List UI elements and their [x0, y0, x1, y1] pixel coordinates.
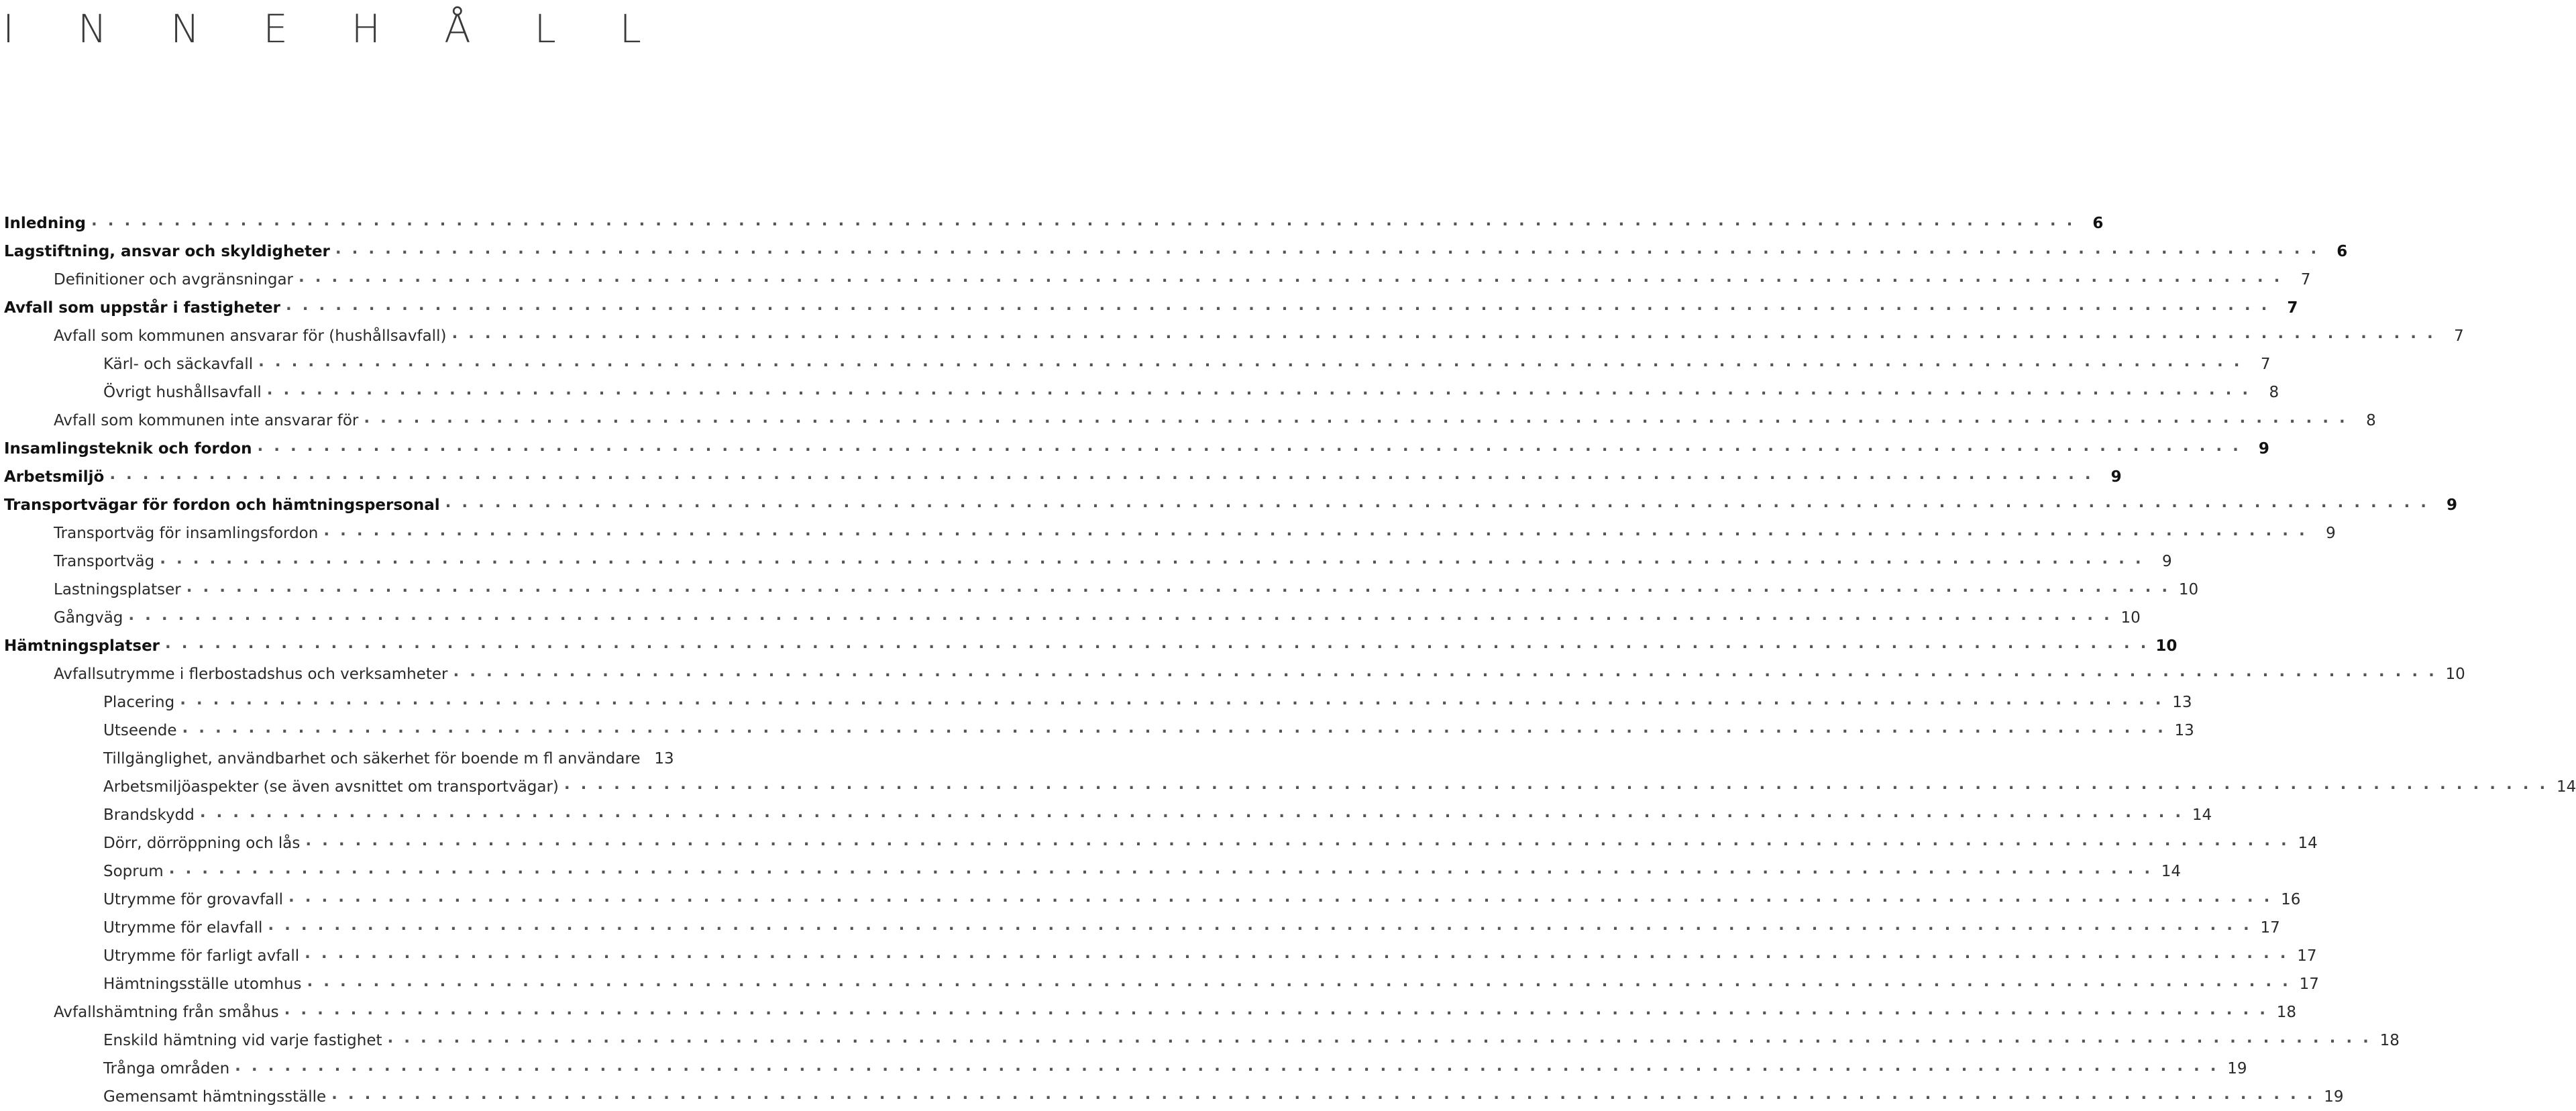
dot-leader: . . . . . . . . . . . . . . . . . . . . . . . . . . . . . . . . . . . . . . . . . . . . . . . . . . . . . . . . . . . . . . . . . . . . . . . . . . . . . . . . . . . . . . . . . . . . . . . . . . . . . . . . . . . . . . . . . . . . . . . . [168, 860, 2153, 878]
toc-entry-label: Lastningsplatser [54, 581, 181, 598]
toc-entry-page-number: 9 [2110, 468, 2122, 486]
toc-entry[interactable] [4, 266, 2311, 294]
toc-entry-label: Hämtningsställe utomhus [103, 975, 302, 993]
toc-entry-page-number: 17 [2297, 947, 2317, 965]
toc-entry-label: Lagstiftning, ansvar och skyldigheter [4, 243, 330, 260]
dot-leader: . . . . . . . . . . . . . . . . . . . . . . . . . . . . . . . . . . . . . . . . . . . . . . . . . . . . . . . . . . . . . . . . . . . . . . . . . . . . . . . . . . . . . . . . . . . . . . . . . . . . . . . . . . . . . . . . . . . . . . . . [335, 240, 2320, 258]
toc-entry-page-number: 16 [2281, 891, 2301, 908]
toc-entry[interactable] [4, 322, 2464, 350]
toc-entry-label: Placering [103, 694, 175, 711]
toc-entry-label: Avfallshämtning från småhus [54, 1004, 279, 1021]
dot-leader: . . . . . . . . . . . . . . . . . . . . . . . . . . . . . . . . . . . . . . . . . . . . . . . . . . . . . . . . . . . . . . . . . . . . . . . . . . . . . . . . . . . . . . . . . . . . . . . . . . . . . . . . . . . . . . . . . . . . . . . . [288, 888, 2273, 906]
dot-leader: . . . . . . . . . . . . . . . . . . . . . . . . . . . . . . . . . . . . . . . . . . . . . . . . . . . . . . . . . . . . . . . . . . . . . . . . . . . . . . . . . . . . . . . . . . . . . . . . . . . . . . . . . . . . . . . . . . . . . . . . [180, 691, 2164, 708]
dot-leader: . . . . . . . . . . . . . . . . . . . . . . . . . . . . . . . . . . . . . . . . . . . . . . . . . . . . . . . . . . . . . . . . . . . . . . . . . . . . . . . . . . . . . . . . . . . . . . . . . . . . . . . . . . . . . . . . . . . . . . . . [305, 832, 2290, 849]
toc-entry-label: Arbetsmiljöaspekter (se även avsnittet om transportvägar) [103, 778, 559, 796]
dot-leader: . . . . . . . . . . . . . . . . . . . . . . . . . . . . . . . . . . . . . . . . . . . . . . . . . . . . . . . . . . . . . . . . . . . . . . . . . . . . . . . . . . . . . . . . . . . . . . . . . . . . . . . . . . . . . . . . . . . . . . . . [451, 325, 2436, 342]
title-letter: Å [444, 6, 471, 52]
toc-entry-page-number: 10 [2445, 666, 2465, 683]
dot-leader: . . . . . . . . . . . . . . . . . . . . . . . . . . . . . . . . . . . . . . . . . . . . . . . . . . . . . . . . . . . . . . . . . . . . . . . . . . . . . . . . . . . . . . . . . . . . . . . . . . . . . . . . . . . . . . . . . . . . . . . . [199, 804, 2184, 821]
toc-entry-page-number: 7 [2454, 327, 2464, 345]
toc-entry[interactable] [4, 970, 2319, 998]
toc-entry-page-number: 10 [2178, 581, 2199, 598]
toc-entry[interactable] [4, 914, 2280, 942]
toc-entry-page-number: 10 [2121, 609, 2141, 627]
dot-leader: . . . . . . . . . . . . . . . . . . . . . . . . . . . . . . . . . . . . . . . . . . . . . . . . . . . . . . . . . . . . . . . . . . . . . . . . . . . . . . . . . . . . . . . . . . . . . . . . . . . . . . . . . . . . . . . . . . . . . . . . [307, 973, 2291, 990]
toc-entry[interactable] [4, 604, 2141, 632]
toc-entry-label: Transportväg [54, 553, 155, 570]
title-letter: N [170, 6, 200, 52]
toc-entry[interactable] [4, 294, 2298, 322]
dot-leader: . . . . . . . . . . . . . . . . . . . . . . . . . . . . . . . . . . . . . . . . . . . . . . . . . . . . . . . . . . . . . . . . . . . . . . . . . . . . . . . . . . . . . . . . . . . . . . . . . . . . . . . . . . . . . . . . . . . . . . . . [285, 297, 2270, 314]
toc-entry[interactable] [4, 407, 2376, 435]
toc-entry-page-number: 17 [2299, 975, 2319, 993]
toc-entry-label: Hämtningsplatser [4, 637, 160, 655]
toc-entry-label: Transportväg för insamlingsfordon [54, 525, 319, 542]
toc-entry-page-number: 14 [2161, 863, 2182, 880]
toc-entry-page-number: 7 [2260, 356, 2271, 373]
toc-entry-label: Brandskydd [103, 806, 195, 824]
title-letter: I [3, 6, 15, 52]
toc-entry-label: Utseende [103, 722, 177, 739]
toc-entry-page-number: 14 [2298, 835, 2318, 852]
toc-entry[interactable] [4, 717, 2194, 745]
dot-leader: . . . . . . . . . . . . . . . . . . . . . . . . . . . . . . . . . . . . . . . . . . . . . . . . . . . . . . . . . . . . . . . . . . . . . . . . . . . . . . . . . . . . . . . . . . . . . . . . . . . . . . . . . . . . . . . . . . . . . . . . [91, 212, 2076, 229]
toc-entry-label: Utrymme för farligt avfall [103, 947, 300, 965]
toc-entry-label: Inledning [4, 215, 86, 232]
toc-entry[interactable] [4, 745, 674, 773]
toc-entry-page-number: 10 [2155, 637, 2178, 655]
toc-entry[interactable] [4, 660, 2465, 688]
toc-entry[interactable] [4, 942, 2317, 970]
toc-entry-label: Avfall som kommunen ansvarar för (hushållsavfall) [54, 327, 447, 345]
toc-entry[interactable] [4, 576, 2199, 604]
title-letter: E [263, 6, 288, 52]
toc-entry[interactable] [4, 632, 2178, 660]
toc-entry-label: Transportvägar för fordon och hämtningspersonal [4, 496, 440, 514]
dot-leader: . . . . . . . . . . . . . . . . . . . . . . . . . . . . . . . . . . . . . . . . . . . . . . . . . . . . . . . . . . . . . . . . . . . . . . . . . . . . . . . . . . . . . . . . . . . . . . . . . . . . . . . . . . . . . . . . . . . . . . . . [258, 353, 2243, 370]
toc-entry-label: Enskild hämtning vid varje fastighet [103, 1032, 382, 1049]
toc-entry[interactable] [4, 350, 2271, 378]
toc-entry[interactable] [4, 435, 2269, 463]
title-letter: L [619, 6, 641, 52]
toc-entry-label: Avfallsutrymme i flerbostadshus och verksamheter [54, 666, 448, 683]
toc-entry[interactable] [4, 491, 2457, 519]
dot-leader: . . . . . . . . . . . . . . . . . . . . . . . . . . . . . . . . . . . . . . . . . . . . . . . . . . . . . . . . . . . . . . . . . . . . . . . . . . . . . . . . . . . . . . . . . . . . . . . . . . . . . . . . . . . . . . . . . . . . . . . . [128, 606, 2112, 624]
toc-entry-page-number: 13 [654, 750, 674, 768]
toc-entry-page-number: 13 [2172, 694, 2192, 711]
toc-entry-label: Insamlingsteknik och fordon [4, 440, 252, 458]
toc-entry[interactable] [4, 886, 2301, 914]
toc-entry-label: Tillgänglighet, användbarhet och säkerhet för boende m fl användare [103, 750, 641, 768]
toc-entry-page-number: 8 [2366, 412, 2376, 429]
toc-entry-label: Avfall som kommunen inte ansvarar för [54, 412, 359, 429]
dot-leader: . . . . . . . . . . . . . . . . . . . . . . . . . . . . . . . . . . . . . . . . . . . . . . . . . . . . . . . . . . . . . . . . . . . . . . . . . . . . . . . . . . . . . . . . . . . . . . . . . . . . . . . . . . . . . . . . . . . . . . . . [323, 522, 2308, 539]
toc-entry[interactable] [4, 378, 2279, 407]
toc-entry[interactable] [4, 547, 2172, 576]
toc-entry[interactable] [4, 463, 2122, 491]
toc-entry-page-number: 18 [2379, 1032, 2400, 1049]
dot-leader: . . . . . . . . . . . . . . . . . . . . . . . . . . . . . . . . . . . . . . . . . . . . . . . . . . . . . . . . . . . . . . . . . . . . . . . . . . . . . . . . . . . . . . . . . . . . . . . . . . . . . . . . . . . . . . . . . . . . . . . . [268, 916, 2252, 934]
toc-entry-page-number: 17 [2260, 919, 2280, 937]
toc-entry-page-number: 19 [2227, 1060, 2247, 1077]
toc-entry-page-number: 8 [2269, 384, 2279, 401]
toc-entry[interactable] [4, 519, 2336, 547]
toc-entry[interactable] [4, 1055, 2247, 1083]
toc-entry-label: Soprum [103, 863, 164, 880]
dot-leader: . . . . . . . . . . . . . . . . . . . . . . . . . . . . . . . . . . . . . . . . . . . . . . . . . . . . . . . . . . . . . . . . . . . . . . . . . . . . . . . . . . . . . . . . . . . . . . . . . . . . . . . . . . . . . . . . . . . . . . . . [186, 578, 2171, 596]
toc-entry-page-number: 9 [2326, 525, 2336, 542]
dot-leader: . . . . . . . . . . . . . . . . . . . . . . . . . . . . . . . . . . . . . . . . . . . . . . . . . . . . . . . . . . . . . . . . . . . . . . . . . . . . . . . . . . . . . . . . . . . . . . . . . . . . . . . . . . . . . . . . . . . . . . . . [165, 635, 2149, 652]
dot-leader: . . . . . . . . . . . . . . . . . . . . . . . . . . . . . . . . . . . . . . . . . . . . . . . . . . . . . . . . . . . . . . . . . . . . . . . . . . . . . . . . . . . . . . . . . . . . . . . . . . . . . . . . . . . . . . . . . . . . . . . . [453, 663, 2437, 680]
toc-entry-label: Kärl- och säckavfall [103, 356, 254, 373]
toc-entry-label: Gångväg [54, 609, 123, 627]
dot-leader: . . . . . . . . . . . . . . . . . . . . . . . . . . . . . . . . . . . . . . . . . . . . . . . . . . . . . . . . . . . . . . . . . . . . . . . . . . . . . . . . . . . . . . . . . . . . . . . . . . . . . . . . . . . . . . . . . . . . . . . . [284, 1001, 2269, 1018]
table-of-contents [4, 209, 2576, 1111]
dot-leader: . . . . . . . . . . . . . . . . . . . . . . . . . . . . . . . . . . . . . . . . . . . . . . . . . . . . . . . . . . . . . . . . . . . . . . . . . . . . . . . . . . . . . . . . . . . . . . . . . . . . . . . . . . . . . . . . . . . . . . . . [182, 719, 2166, 737]
toc-entry[interactable] [4, 209, 2104, 237]
dot-leader: . . . . . . . . . . . . . . . . . . . . . . . . . . . . . . . . . . . . . . . . . . . . . . . . . . . . . . . . . . . . . . . . . . . . . . . . . . . . . . . . . . . . . . . . . . . . . . . . . . . . . . . . . . . . . . . . . . . . . . . . [305, 945, 2289, 962]
toc-entry[interactable] [4, 801, 2212, 829]
dot-leader: . . . . . . . . . . . . . . . . . . . . . . . . . . . . . . . . . . . . . . . . . . . . . . . . . . . . . . . . . . . . . . . . . . . . . . . . . . . . . . . . . . . . . . . . . . . . . . . . . . . . . . . . . . . . . . . . . . . . . . . . [564, 776, 2548, 793]
toc-entry-page-number: 18 [2276, 1004, 2297, 1021]
toc-entry[interactable] [4, 1026, 2400, 1055]
dot-leader: . . . . . . . . . . . . . . . . . . . . . . . . . . . . . . . . . . . . . . . . . . . . . . . . . . . . . . . . . . . . . . . . . . . . . . . . . . . . . . . . . . . . . . . . . . . . . . . . . . . . . . . . . . . . . . . . . . . . . . . . [109, 466, 2094, 483]
title-letter: N [77, 6, 107, 52]
toc-entry-label: Arbetsmiljö [4, 468, 105, 486]
dot-leader: . . . . . . . . . . . . . . . . . . . . . . . . . . . . . . . . . . . . . . . . . . . . . . . . . . . . . . . . . . . . . . . . . . . . . . . . . . . . . . . . . . . . . . . . . . . . . . . . . . . . . . . . . . . . . . . . . . . . . . . . [257, 437, 2241, 455]
toc-entry-label: Dörr, dörröppning och lås [103, 835, 301, 852]
toc-entry-label: Avfall som uppstår i fastigheter [4, 299, 280, 317]
toc-entry[interactable] [4, 688, 2192, 717]
toc-entry[interactable] [4, 773, 2576, 801]
toc-entry-page-number: 6 [2337, 243, 2348, 260]
dot-leader: . . . . . . . . . . . . . . . . . . . . . . . . . . . . . . . . . . . . . . . . . . . . . . . . . . . . . . . . . . . . . . . . . . . . . . . . . . . . . . . . . . . . . . . . . . . . . . . . . . . . . . . . . . . . . . . . . . . . . . . . [266, 381, 2251, 399]
toc-entry-page-number: 6 [2092, 215, 2104, 232]
toc-entry-page-number: 13 [2174, 722, 2194, 739]
toc-entry[interactable] [4, 237, 2348, 266]
dot-leader: . . . . . . . . . . . . . . . . . . . . . . . . . . . . . . . . . . . . . . . . . . . . . . . . . . . . . . . . . . . . . . . . . . . . . . . . . . . . . . . . . . . . . . . . . . . . . . . . . . . . . . . . . . . . . . . . . . . . . . . . [299, 268, 2283, 286]
toc-entry-label: Trånga områden [103, 1060, 230, 1077]
dot-leader: . . . . . . . . . . . . . . . . . . . . . . . . . . . . . . . . . . . . . . . . . . . . . . . . . . . . . . . . . . . . . . . . . . . . . . . . . . . . . . . . . . . . . . . . . . . . . . . . . . . . . . . . . . . . . . . . . . . . . . . . [445, 494, 2429, 511]
toc-entry-label: Utrymme för grovavfall [103, 891, 284, 908]
dot-leader: . . . . . . . . . . . . . . . . . . . . . . . . . . . . . . . . . . . . . . . . . . . . . . . . . . . . . . . . . . . . . . . . . . . . . . . . . . . . . . . . . . . . . . . . . . . . . . . . . . . . . . . . . . . . . . . . . . . . . . . . [235, 1057, 2219, 1075]
dot-leader: . . . . . . . . . . . . . . . . . . . . . . . . . . . . . . . . . . . . . . . . . . . . . . . . . . . . . . . . . . . . . . . . . . . . . . . . . . . . . . . . . . . . . . . . . . . . . . . . . . . . . . . . . . . . . . . . . . . . . . . . [364, 409, 2348, 427]
title-letter: H [351, 6, 381, 52]
dot-leader: . . . . . . . . . . . . . . . . . . . . . . . . . . . . . . . . . . . . . . . . . . . . . . . . . . . . . . . . . . . . . . . . . . . . . . . . . . . . . . . . . . . . . . . . . . . . . . . . . . . . . . . . . . . . . . . . . . . . . . . . [160, 550, 2144, 568]
toc-entry-label: Definitioner och avgränsningar [54, 271, 294, 288]
toc-entry-label: Utrymme för elavfall [103, 919, 263, 937]
toc-entry-page-number: 7 [2287, 299, 2298, 317]
toc-entry[interactable] [4, 1083, 2344, 1111]
toc-entry-label: Övrigt hushållsavfall [103, 384, 262, 401]
toc-entry[interactable] [4, 998, 2297, 1026]
toc-entry[interactable] [4, 829, 2318, 857]
toc-entry-page-number: 9 [2258, 440, 2269, 458]
dot-leader: . . . . . . . . . . . . . . . . . . . . . . . . . . . . . . . . . . . . . . . . . . . . . . . . . . . . . . . . . . . . . . . . . . . . . . . . . . . . . . . . . . . . . . . . . . . . . . . . . . . . . . . . . . . . . . . . . . . . . . . . [387, 1029, 2371, 1047]
toc-entry-label: Gemensamt hämtningsställe [103, 1088, 327, 1106]
toc-entry-page-number: 9 [2161, 553, 2172, 570]
toc-entry-page-number: 9 [2446, 496, 2457, 514]
toc-entry[interactable] [4, 857, 2182, 886]
title-letter: L [534, 6, 556, 52]
page-title [3, 5, 641, 52]
dot-leader: . . . . . . . . . . . . . . . . . . . . . . . . . . . . . . . . . . . . . . . . . . . . . . . . . . . . . . . . . . . . . . . . . . . . . . . . . . . . . . . . . . . . . . . . . . . . . . . . . . . . . . . . . . . . . . . . . . . . . . . . [331, 1086, 2316, 1103]
toc-entry-page-number: 7 [2300, 271, 2311, 288]
toc-entry-page-number: 14 [2192, 806, 2212, 824]
toc-entry-page-number: 14 [2556, 778, 2576, 796]
toc-entry-page-number: 19 [2324, 1088, 2344, 1106]
